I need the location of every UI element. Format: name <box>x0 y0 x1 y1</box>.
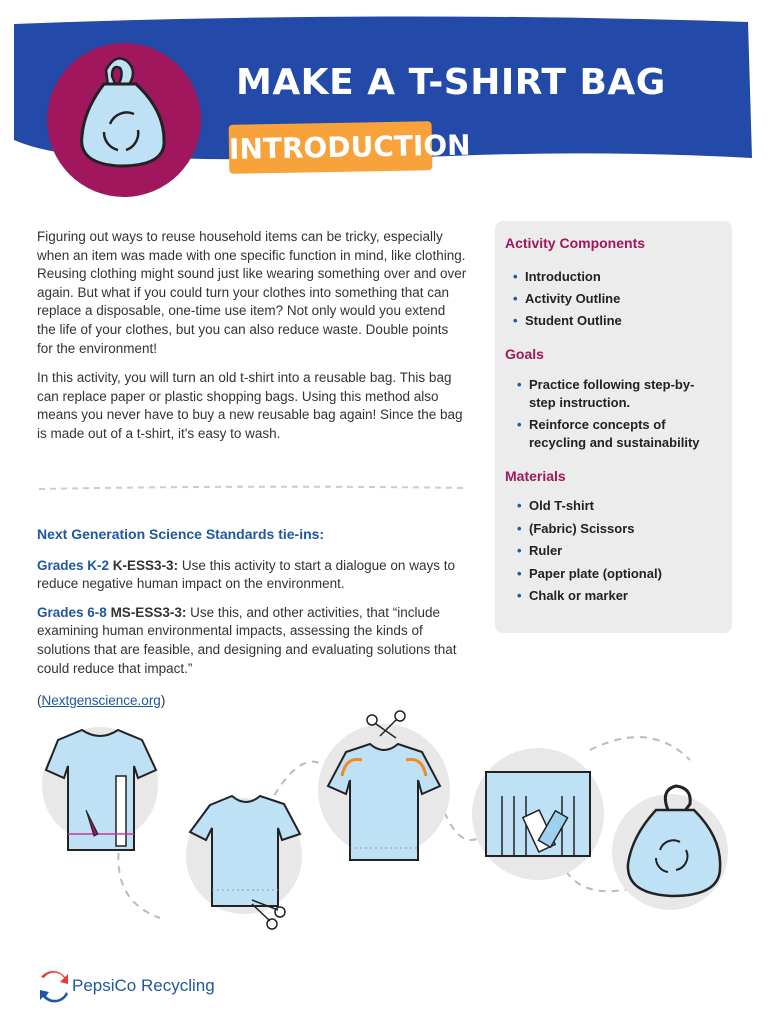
activity-sidebar <box>495 221 732 633</box>
steps-illustration <box>0 700 768 940</box>
ngss-source: (Nextgenscience.org) <box>37 693 166 709</box>
dashed-divider <box>37 484 469 492</box>
step-measure-shirt <box>42 727 158 850</box>
ngss-item <box>37 557 467 594</box>
standard-text: Use this activity to start a dialogue on ways to reduce negative human impact on the environment. <box>37 557 455 592</box>
list-item: • Chalk or marker <box>517 587 662 605</box>
list-item: • Old T-shirt <box>517 497 662 515</box>
materials-list <box>517 497 662 605</box>
list-item: • (Fabric) Scissors <box>517 520 662 538</box>
standard-code: MS-ESS3-3: <box>110 604 187 620</box>
list-item: • Introduction <box>513 268 622 286</box>
step-cut-sleeves <box>318 711 450 860</box>
intro-paragraph: In this activity, you will turn an old t-shirt into a reusable bag. This bag can replace paper or plastic shopping bags. Using this method also means you never have to buy a new reusable bag again! Since the bag is made out of a t-shirt, it's easy to wash. <box>37 370 463 441</box>
page-title: MAKE A T-SHIRT BAG <box>236 62 666 103</box>
list-item: • Paper plate (optional) <box>517 565 662 583</box>
components-heading: Activity Components <box>505 235 646 251</box>
grade-label: Grades K-2 <box>37 557 110 573</box>
recycle-icon <box>41 971 68 984</box>
intro-section <box>37 228 467 455</box>
step-fringe-cut <box>472 748 604 880</box>
ngss-item <box>37 604 467 678</box>
standard-text: Use this, and other activities, that “include examining human environmental impacts, assessing the kinds of solutions that are feasible, and designing and evaluating solutions that could reduce that impact.” <box>37 604 457 676</box>
brand-name: PepsiCo Recycling <box>72 976 215 995</box>
step-cut-hem <box>186 796 302 929</box>
nextgenscience-link[interactable]: Nextgenscience.org <box>41 693 161 709</box>
intro-paragraph: Figuring out ways to reuse household items can be tricky, especially when an item was made with one specific function in mind, like clothing. Reusing clothing might sound just like wearing something over and over again. But what if you could turn your clothes into something that can replace a disposable, one-time use item? Not only would you extend the life of your clothes, but you can also reduce waste. Double points for the environment! <box>37 229 467 356</box>
page-subtitle: INTRODUCTION <box>228 128 471 166</box>
materials-heading: Materials <box>505 468 566 484</box>
goals-list <box>517 376 717 452</box>
step-finished-bag <box>612 786 728 910</box>
grade-label: Grades 6-8 <box>37 604 107 620</box>
list-item: • Ruler <box>517 542 662 560</box>
list-item: • Activity Outline <box>513 290 622 308</box>
ngss-section <box>37 525 467 721</box>
list-item: • Student Outline <box>513 312 622 330</box>
ngss-heading: Next Generation Science Standards tie-ins: <box>37 526 325 542</box>
standard-code: K-ESS3-3: <box>112 557 179 573</box>
goals-heading: Goals <box>505 346 544 362</box>
subtitle-badge <box>228 121 471 174</box>
components-list <box>513 268 622 330</box>
list-item: • Reinforce concepts of recycling and sustainability <box>517 416 717 452</box>
list-item: • Practice following step-by-step instruction. <box>517 376 717 412</box>
